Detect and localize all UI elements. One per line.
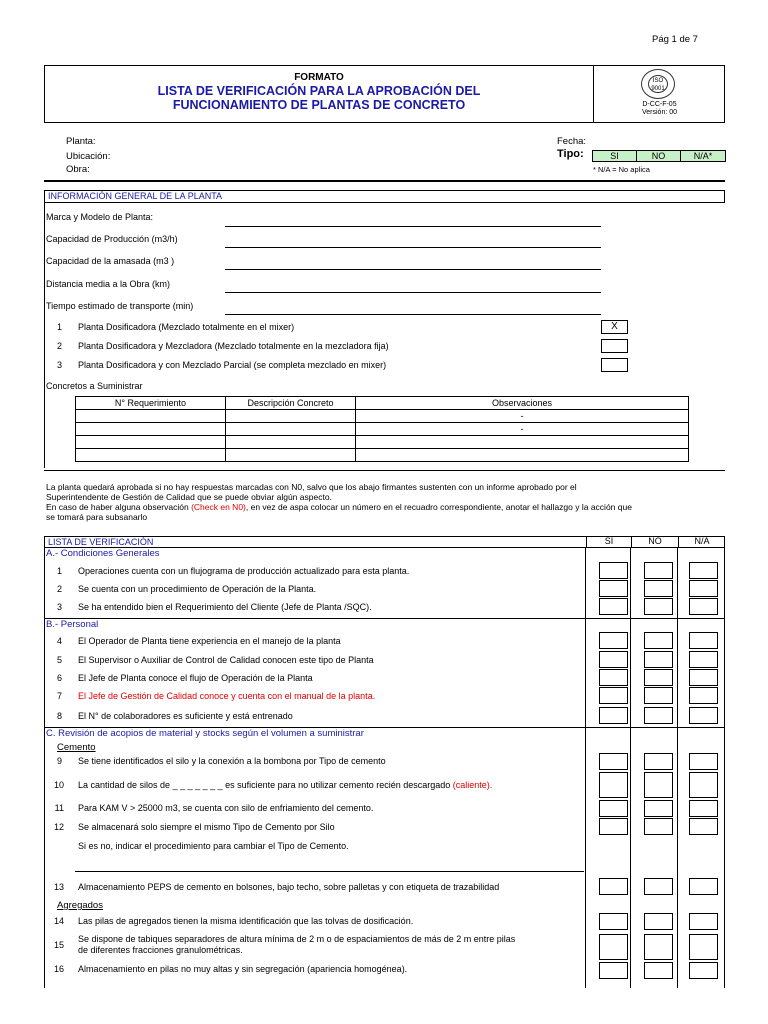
tiempo-label: Tiempo estimado de transporte (min) (46, 301, 194, 311)
checkbox-na[interactable] (689, 772, 718, 798)
tipo-no[interactable]: NO (637, 151, 681, 161)
plant-type-text: Planta Dosificadora y Mezcladora (Mezclado totalmente en la mezcladora fija) (78, 341, 389, 351)
page-number: Pág 1 de 7 (652, 34, 698, 45)
divider (44, 180, 725, 182)
checkbox-si[interactable] (599, 651, 628, 668)
tipo-si[interactable]: SI (593, 151, 637, 161)
plant-type-checkbox[interactable]: X (601, 320, 628, 334)
checkbox-si[interactable] (599, 913, 628, 930)
plant-type-text: Planta Dosificadora y con Mezclado Parcial (se completa mezclado en mixer) (78, 360, 387, 370)
item-number: 9 (56, 756, 62, 766)
checkbox-na[interactable] (689, 707, 718, 724)
col-requerimiento: N° Requerimiento (76, 397, 226, 410)
item-number: 16 (53, 964, 64, 974)
item-number: 12 (53, 822, 64, 832)
item-text: El Supervisor o Auxiliar de Control de Calidad conocen este tipo de Planta (78, 655, 374, 665)
header-box (44, 65, 725, 123)
item-number: 14 (53, 916, 64, 926)
capacidad-label: Capacidad de Producción (m3/h) (46, 234, 178, 244)
column-rule (677, 548, 678, 988)
col-si: SI (586, 536, 631, 548)
item-text: La cantidad de silos de _ _ _ _ _ _ _ es suficiente para no utilizar cemento recién descargado (caliente). (78, 780, 493, 790)
checkbox-na[interactable] (689, 962, 718, 979)
procedure-input[interactable] (75, 871, 584, 872)
ubicacion-label: Ubicación: (66, 151, 111, 162)
distancia-label: Distancia media a la Obra (km) (46, 279, 171, 289)
checkbox-na[interactable] (689, 669, 718, 686)
concretos-label: Concretos a Suministrar (46, 381, 143, 391)
plant-type-checkbox[interactable] (601, 358, 628, 372)
info-section-title: INFORMACIÓN GENERAL DE LA PLANTA (44, 190, 725, 203)
checkbox-no[interactable] (644, 632, 673, 649)
fecha-label: Fecha: (557, 136, 587, 147)
column-rule (585, 548, 586, 988)
item-text: Operaciones cuenta con un flujograma de producción actualizado para esta planta. (78, 566, 410, 576)
checkbox-si[interactable] (599, 669, 628, 686)
tiempo-input[interactable] (225, 314, 601, 315)
amasada-label: Capacidad de la amasada (m3 ) (46, 256, 175, 266)
col-descripcion: Descripción Concreto (226, 397, 356, 410)
col-na: N/A (678, 536, 725, 548)
checkbox-na[interactable] (689, 913, 718, 930)
checkbox-no[interactable] (644, 598, 673, 615)
checkbox-no[interactable] (644, 707, 673, 724)
checklist-title: LISTA DE VERIFICACIÓN (48, 537, 154, 547)
checkbox-no[interactable] (644, 934, 673, 960)
na-note: * N/A = No aplica (593, 165, 650, 174)
plant-type-num: 2 (56, 341, 62, 351)
checkbox-na[interactable] (689, 800, 718, 817)
checkbox-no[interactable] (644, 562, 673, 579)
tipo-label: Tipo: (557, 148, 584, 160)
checkbox-no[interactable] (644, 962, 673, 979)
item-number: 11 (54, 803, 64, 813)
section-b-title: B.- Personal (46, 619, 99, 630)
planta-label: Planta: (66, 136, 96, 147)
item-number: 8 (56, 711, 62, 721)
checkbox-na[interactable] (689, 878, 718, 895)
plant-type-checkbox[interactable] (601, 339, 628, 353)
item-text: El Operador de Planta tiene experiencia en el manejo de la planta (78, 636, 341, 646)
checkbox-si[interactable] (599, 580, 628, 597)
item-text: Se almacenará solo siempre el mismo Tipo de Cemento por Silo (78, 822, 335, 832)
section-c-title: C. Revisión de acopios de material y stocks según el volumen a suministrar (46, 728, 364, 739)
iso-logo (641, 69, 675, 99)
item-number: 10 (53, 780, 64, 790)
cemento-subheading: Cemento (57, 742, 96, 753)
checkbox-na[interactable] (689, 934, 718, 960)
col-no: NO (631, 536, 678, 548)
checkbox-no[interactable] (644, 669, 673, 686)
tipo-na[interactable]: N/A* (693, 151, 713, 161)
checkbox-si[interactable] (599, 962, 628, 979)
marca-label: Marca y Modelo de Planta: (46, 212, 154, 222)
document-title: LISTA DE VERIFICACIÓN PARA LA APROBACIÓN DEL FUNCIONAMIENTO DE PLANTAS DE CONCRETO (157, 84, 481, 112)
table-row: - (76, 410, 689, 423)
item-text: Se cuenta con un procedimiento de Operación de la Planta. (78, 584, 317, 594)
checkbox-si[interactable] (599, 598, 628, 615)
item-text: Se ha entendido bien el Requerimiento del Cliente (Jefe de Planta /SQC). (78, 602, 372, 612)
checkbox-no[interactable] (644, 580, 673, 597)
item-text: Se dispone de tabiques separadores de altura mínima de 2 m o de espaciamientos de más de 2 m entre pilas de diferentes fracciones granulométricas. (78, 934, 516, 955)
checkbox-si[interactable] (599, 707, 628, 724)
item-text: El Jefe de Gestión de Calidad conoce y cuenta con el manual de la planta. (78, 691, 376, 701)
checkbox-si[interactable] (599, 772, 628, 798)
item-number: 5 (56, 655, 62, 665)
approval-note: La planta quedará aprobada si no hay respuestas marcadas con N0, salvo que los abajo firmantes sustenten con un informe aprobado por el Superintendente de Gestión de Calidad que se puede obviar algún aspecto. En caso de haber alguna observación (Check en N0), en vez de aspa colocar un número en el recuadro correspondiente, anotar el hallazgo y la acción que se tomará para subsanarlo (46, 482, 632, 522)
column-rule (724, 548, 725, 988)
checkbox-na[interactable] (689, 753, 718, 770)
checkbox-na[interactable] (689, 687, 718, 704)
checkbox-no[interactable] (644, 913, 673, 930)
checkbox-si[interactable] (599, 800, 628, 817)
checkbox-na[interactable] (689, 580, 718, 597)
checkbox-na[interactable] (689, 818, 718, 835)
plant-type-num: 1 (56, 322, 62, 332)
agregados-subheading: Agregados (57, 900, 103, 911)
checkbox-no[interactable] (644, 818, 673, 835)
checkbox-no[interactable] (644, 800, 673, 817)
checkbox-no[interactable] (644, 878, 673, 895)
checkbox-no[interactable] (644, 687, 673, 704)
obra-label: Obra: (66, 164, 90, 175)
checkbox-si[interactable] (599, 632, 628, 649)
divider (44, 470, 725, 471)
checkbox-si[interactable] (599, 562, 628, 579)
marca-input[interactable] (225, 226, 601, 227)
checkbox-no[interactable] (644, 753, 673, 770)
column-rule (630, 548, 631, 988)
checkbox-si[interactable] (599, 934, 628, 960)
formato-label: FORMATO (294, 72, 344, 83)
item-subtext: Si es no, indicar el procedimiento para cambiar el Tipo de Cemento. (78, 841, 349, 851)
item-number: 7 (56, 691, 62, 701)
item-number: 13 (53, 882, 64, 892)
concretos-table (75, 396, 689, 462)
item-number: 1 (56, 566, 62, 576)
plant-type-text: Planta Dosificadora (Mezclado totalmente en el mixer) (78, 322, 295, 332)
plant-type-num: 3 (56, 360, 62, 370)
tipo-options (592, 150, 726, 162)
checkbox-na[interactable] (689, 632, 718, 649)
amasada-input[interactable] (225, 269, 601, 270)
checkbox-na[interactable] (689, 562, 718, 579)
checkbox-si[interactable] (599, 687, 628, 704)
section-a-title: A.- Condiciones Generales (46, 548, 160, 559)
item-text: El N° de colaboradores es suficiente y está entrenado (78, 711, 293, 721)
item-number: 2 (56, 584, 62, 594)
item-text: El Jefe de Planta conoce el flujo de Operación de la Planta (78, 673, 313, 683)
distancia-input[interactable] (225, 292, 601, 293)
table-row: - (76, 423, 689, 436)
checkbox-na[interactable] (689, 651, 718, 668)
iso-logo-text: ISO 9001 (648, 75, 668, 93)
checkbox-si[interactable] (599, 878, 628, 895)
checkbox-si[interactable] (599, 818, 628, 835)
document-code: D-CC-F-05 Versión: 00 (641, 101, 678, 116)
item-number: 6 (56, 673, 62, 683)
checkbox-si[interactable] (599, 753, 628, 770)
checkbox-no[interactable] (644, 651, 673, 668)
checkbox-na[interactable] (689, 598, 718, 615)
col-observaciones: Observaciones (356, 397, 689, 410)
checklist-header (44, 536, 725, 548)
table-row (76, 449, 689, 462)
left-border (44, 203, 45, 468)
item-text: Almacenamiento en pilas no muy altas y sin segregación (apariencia homogénea). (78, 964, 408, 974)
item-text: Almacenamiento PEPS de cemento en bolsones, bajo techo, sobre palletas y con etiqueta de trazabilidad (78, 882, 500, 892)
table-row (76, 436, 689, 449)
capacidad-input[interactable] (225, 247, 601, 248)
checkbox-no[interactable] (644, 772, 673, 798)
item-number: 15 (53, 940, 64, 950)
item-text: Se tiene identificados el silo y la conexión a la bombona por Tipo de cemento (78, 756, 386, 766)
item-number: 4 (56, 636, 62, 646)
item-number: 3 (56, 602, 62, 612)
item-text: Para KAM V > 25000 m3, se cuenta con silo de enfriamiento del cemento. (78, 803, 374, 813)
item-text: Las pilas de agregados tienen la misma identificación que las tolvas de dosificación. (78, 916, 414, 926)
divider (44, 618, 725, 619)
